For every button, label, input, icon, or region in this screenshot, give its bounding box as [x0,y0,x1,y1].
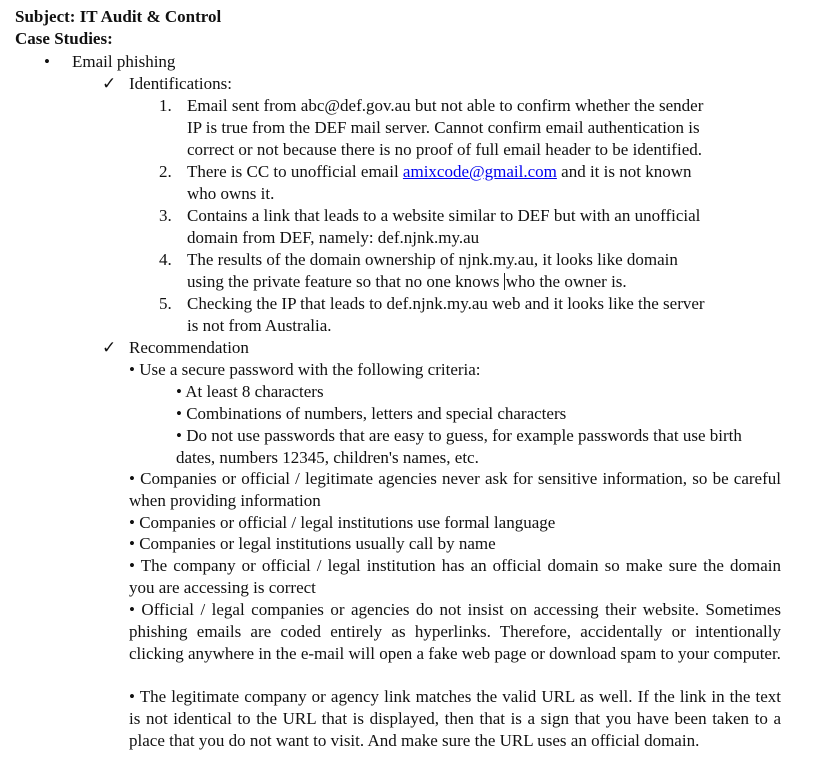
identification-5-line-2: is not from Australia. [187,316,332,335]
password-criterion: • Combinations of numbers, letters and special characters [176,404,567,423]
email-link[interactable]: amixcode@gmail.com [402,162,557,181]
identification-2-text: There is CC to unofficial email [187,162,403,181]
identification-4-line-1: The results of the domain ownership of njnk.my.au, it looks like domain [187,250,678,269]
recommendation-point: • Companies or official / legal institutions use formal language [129,513,556,532]
identification-4-text-b: who the owner is. [505,272,627,291]
list-number: 4. [159,250,172,269]
identification-4-line-2 [187,271,627,293]
bullet-icon: • [44,52,50,71]
identifications-heading: Identifications: [129,74,232,93]
password-criterion: • Do not use passwords that are easy to guess, for example passwords that use birth dates, numbers 12345, children's names, etc. [176,426,742,467]
password-criterion: • At least 8 characters [176,382,324,401]
list-number: 3. [159,206,172,225]
identification-3-line-1: Contains a link that leads to a website similar to DEF but with an unofficial [187,206,701,225]
identification-5-line-1: Checking the IP that leads to def.njnk.my.au web and it looks like the server [187,294,705,313]
checkmark-icon: ✓ [102,74,117,93]
password-intro: • Use a secure password with the following criteria: [129,360,481,379]
text-cursor [504,273,505,290]
recommendation-point: • The company or official / legal institution has an official domain so make sure the domain you are accessing is correct [129,556,781,597]
subject-heading: Subject: IT Audit & Control [15,7,222,26]
identification-2-line-2: who owns it. [187,184,275,203]
recommendation-point: • The legitimate company or agency link matches the valid URL as well. If the link in the text is not identical to the URL that is displayed, then that is a sign that you have been taken to a place that you do not want to visit. And make sure the URL uses an official domain. [129,687,781,750]
list-number: 2. [159,162,172,181]
identification-1-line-1: Email sent from abc@def.gov.au but not able to confirm whether the sender [187,96,704,115]
identification-3-line-2: domain from DEF, namely: def.njnk.my.au [187,228,480,247]
topic-title: Email phishing [72,52,176,71]
identification-1-line-2: IP is true from the DEF mail server. Cannot confirm email authentication is [187,118,700,137]
list-number: 5. [159,294,172,313]
checkmark-icon: ✓ [102,338,117,357]
recommendation-heading: Recommendation [129,338,249,357]
case-studies-heading: Case Studies: [15,29,113,48]
identification-4-text-a: using the private feature so that no one knows [187,272,504,291]
identification-2-line-1 [187,161,692,183]
identification-1-line-3: correct or not because there is no proof of full email header to be identified. [187,140,702,159]
recommendation-point: • Companies or official / legitimate agencies never ask for sensitive information, so be careful when providing information [129,469,781,510]
recommendation-point: • Official / legal companies or agencies do not insist on accessing their website. Sometimes phishing emails are coded entirely as hyperlinks. Therefore, accidentally or intentionally clicking anywhere in the e-mail will open a fake web page or download spam to your computer. [129,600,781,663]
identification-2-text-after: and it is not known [556,162,692,181]
list-number: 1. [159,96,172,115]
recommendation-point: • Companies or legal institutions usually call by name [129,534,496,553]
